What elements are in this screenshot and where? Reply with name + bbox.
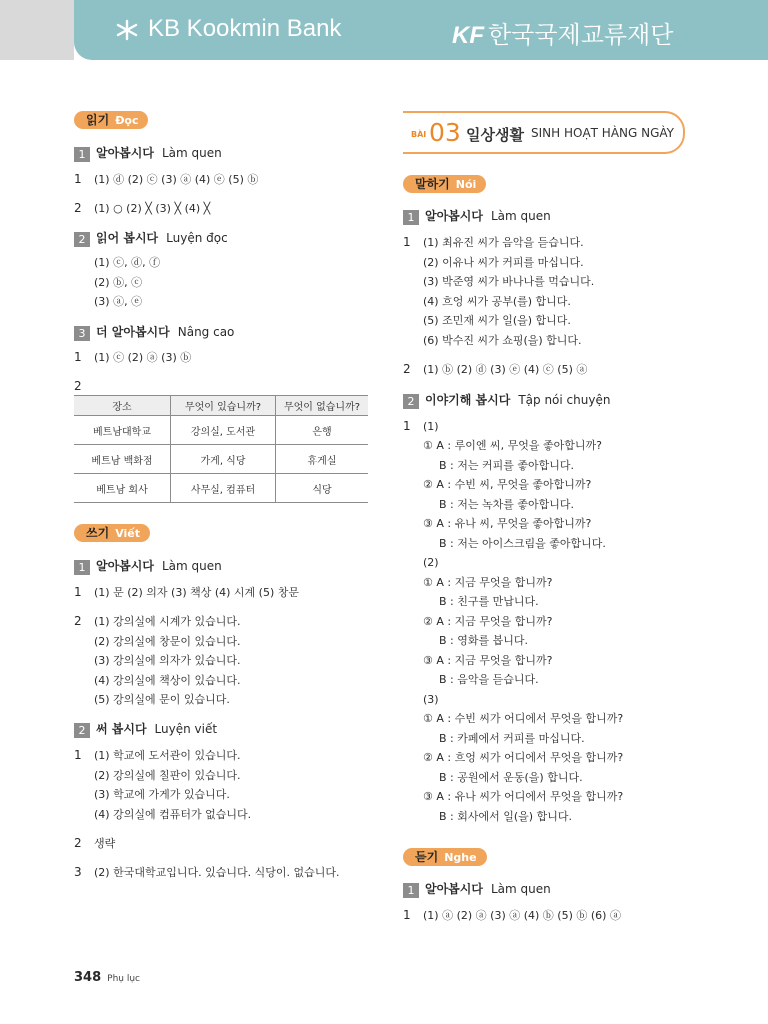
line-number: 1 <box>74 172 82 186</box>
conversation-line: (3) <box>423 693 439 706</box>
conversation-line: B : 음악을 듣습니다. <box>439 673 539 686</box>
answer-line: (1) 최유진 씨가 음악을 듣습니다. <box>423 236 584 249</box>
viet-sub1: 1 알아봅시다 Làm quen <box>74 558 222 575</box>
conversation-line: B : 영화를 봅니다. <box>439 634 528 647</box>
line-number: 2 <box>74 379 82 393</box>
noi-sub2: 2 이야기해 봅시다 Tập nói chuyện <box>403 392 610 409</box>
answer-line: (1) ⓓ (2) ⓒ (3) ⓐ (4) ⓔ (5) ⓑ <box>94 173 259 186</box>
answer-line: (1) 학교에 도서관이 있습니다. <box>94 749 241 762</box>
line-number: 3 <box>74 865 82 879</box>
table-cell: 베트남 백화점 <box>74 445 171 474</box>
answer-line: (2) ⓑ, ⓒ <box>94 276 143 289</box>
answer-line: 생략 <box>94 837 116 850</box>
line-number: 1 <box>74 748 82 762</box>
table-cell: 휴게실 <box>276 445 369 474</box>
table-cell: 은행 <box>276 416 369 445</box>
table-cell: 베트남대학교 <box>74 416 171 445</box>
conversation-line: B : 카페에서 커피를 마십니다. <box>439 732 585 745</box>
answer-line: (4) 강의실에 컴퓨터가 없습니다. <box>94 808 252 821</box>
table-header-cell: 무엇이 있습니까? <box>171 396 276 416</box>
answer-line: (1) ⓐ (2) ⓐ (3) ⓐ (4) ⓑ (5) ⓑ (6) ⓐ <box>423 909 621 922</box>
unit-number: 03 <box>429 118 461 147</box>
table-row <box>74 474 368 503</box>
section-doc-title: 읽기 Đọc <box>74 111 148 129</box>
answer-line: (3) 학교에 가게가 있습니다. <box>94 788 230 801</box>
line-number: 2 <box>74 836 82 850</box>
section-viet-title: 쓰기 Viết <box>74 524 150 542</box>
table-cell: 사무실, 컴퓨터 <box>171 474 276 503</box>
answer-line: (1) ⓒ (2) ⓐ (3) ⓑ <box>94 351 192 364</box>
doc-sub2: 2 읽어 봅시다 Luyện đọc <box>74 230 228 247</box>
line-number: 2 <box>74 614 82 628</box>
answer-line: (1) 강의실에 시계가 있습니다. <box>94 615 241 628</box>
unit-bai-label: BÀI <box>411 130 427 139</box>
conversation-line: B : 회사에서 일(을) 합니다. <box>439 810 572 823</box>
conversation-line: ① A : 수빈 씨가 어디에서 무엇을 합니까? <box>423 712 624 725</box>
kb-star-icon <box>112 19 142 41</box>
conversation-line: ② A : 지금 무엇을 합니까? <box>423 615 553 628</box>
table-row <box>74 445 368 474</box>
footer-label: Phụ lục <box>107 974 140 984</box>
answer-line: (6) 박수진 씨가 쇼핑(을) 합니다. <box>423 334 582 347</box>
conversation-line: ③ A : 지금 무엇을 합니까? <box>423 654 553 667</box>
table-header-cell: 무엇이 없습니까? <box>276 396 369 416</box>
answer-line: (3) 박준영 씨가 바나나를 먹습니다. <box>423 275 595 288</box>
line-number: 2 <box>74 201 82 215</box>
unit-title-vi: SINH HOẠT HÀNG NGÀY <box>531 126 674 140</box>
answer-line: (2) 한국대학교입니다. 있습니다. 식당이. 없습니다. <box>94 866 340 879</box>
page-footer <box>74 970 140 985</box>
header-gray-tab <box>0 0 74 60</box>
conversation-line: B : 저는 커피를 좋아합니다. <box>439 459 574 472</box>
conversation-line: B : 공원에서 운동(을) 합니다. <box>439 771 583 784</box>
line-number: 1 <box>403 908 411 922</box>
table-cell: 강의실, 도서관 <box>171 416 276 445</box>
answer-line: (5) 강의실에 문이 있습니다. <box>94 693 230 706</box>
answer-line: (3) 강의실에 의자가 있습니다. <box>94 654 241 667</box>
section-noi-title: 말하기 Nói <box>403 175 486 193</box>
doc-sub1: 1 알아봅시다 Làm quen <box>74 145 222 162</box>
answer-line: (2) 강의실에 창문이 있습니다. <box>94 635 241 648</box>
page-number: 348 <box>74 970 102 985</box>
conversation-line: (1) <box>423 420 439 433</box>
noi-sub1: 1 알아봅시다 Làm quen <box>403 208 551 225</box>
answer-line: (4) 강의실에 책상이 있습니다. <box>94 674 241 687</box>
answer-line: (1) 문 (2) 의자 (3) 책상 (4) 시계 (5) 창문 <box>94 586 300 599</box>
kf-logo <box>452 15 673 50</box>
conversation-line: ① A : 루이엔 씨, 무엇을 좋아합니까? <box>423 439 602 452</box>
kf-mark: KF <box>452 22 484 49</box>
section-nghe-title: 듣기 Nghe <box>403 848 487 866</box>
viet-sub2: 2 써 봅시다 Luyện viết <box>74 721 217 738</box>
table-cell: 가게, 식당 <box>171 445 276 474</box>
conversation-line: B : 저는 녹차를 좋아합니다. <box>439 498 574 511</box>
conversation-line: ② A : 수빈 씨, 무엇을 좋아합니까? <box>423 478 592 491</box>
answer-line: (2) 강의실에 칠판이 있습니다. <box>94 769 241 782</box>
kb-logo <box>112 15 341 43</box>
answer-line: (3) ⓐ, ⓔ <box>94 295 143 308</box>
answer-line: (5) 조민재 씨가 일(을) 합니다. <box>423 314 571 327</box>
line-number: 1 <box>403 419 411 433</box>
conversation-line: (2) <box>423 556 439 569</box>
line-number: 1 <box>74 350 82 364</box>
line-number: 2 <box>403 362 411 376</box>
places-table <box>74 395 368 503</box>
answer-line: (1) ⓒ, ⓓ, ⓕ <box>94 256 161 269</box>
table-header-row <box>74 396 368 416</box>
answer-line: (2) 이유나 씨가 커피를 마십니다. <box>423 256 584 269</box>
table-header-cell: 장소 <box>74 396 171 416</box>
doc-sub3: 3 더 알아봅시다 Nâng cao <box>74 324 234 341</box>
table-cell: 식당 <box>276 474 369 503</box>
answer-line: (4) 흐엉 씨가 공부(를) 합니다. <box>423 295 571 308</box>
kb-brand-text: KB Kookmin Bank <box>148 15 342 42</box>
line-number: 1 <box>74 585 82 599</box>
table-row <box>74 416 368 445</box>
table-cell: 베트남 회사 <box>74 474 171 503</box>
unit-title-ko: 일상생활 <box>466 126 524 144</box>
conversation-line: ③ A : 유나 씨, 무엇을 좋아합니까? <box>423 517 592 530</box>
header-bar <box>74 0 768 60</box>
conversation-line: ① A : 지금 무엇을 합니까? <box>423 576 553 589</box>
line-number: 1 <box>403 235 411 249</box>
conversation-line: B : 저는 아이스크림을 좋아합니다. <box>439 537 606 550</box>
answer-line: (1) ⓑ (2) ⓓ (3) ⓔ (4) ⓒ (5) ⓐ <box>423 363 588 376</box>
conversation-line: ③ A : 유나 씨가 어디에서 무엇을 합니까? <box>423 790 624 803</box>
answer-line: (1) ○ (2) ╳ (3) ╳ (4) ╳ <box>94 202 211 215</box>
conversation-line: ② A : 흐엉 씨가 어디에서 무엇을 합니까? <box>423 751 624 764</box>
kf-brand-text: 한국국제교류재단 <box>488 22 674 49</box>
conversation-line: B : 친구를 만납니다. <box>439 595 539 608</box>
nghe-sub1: 1 알아봅시다 Làm quen <box>403 881 551 898</box>
unit-title-banner <box>403 111 685 154</box>
